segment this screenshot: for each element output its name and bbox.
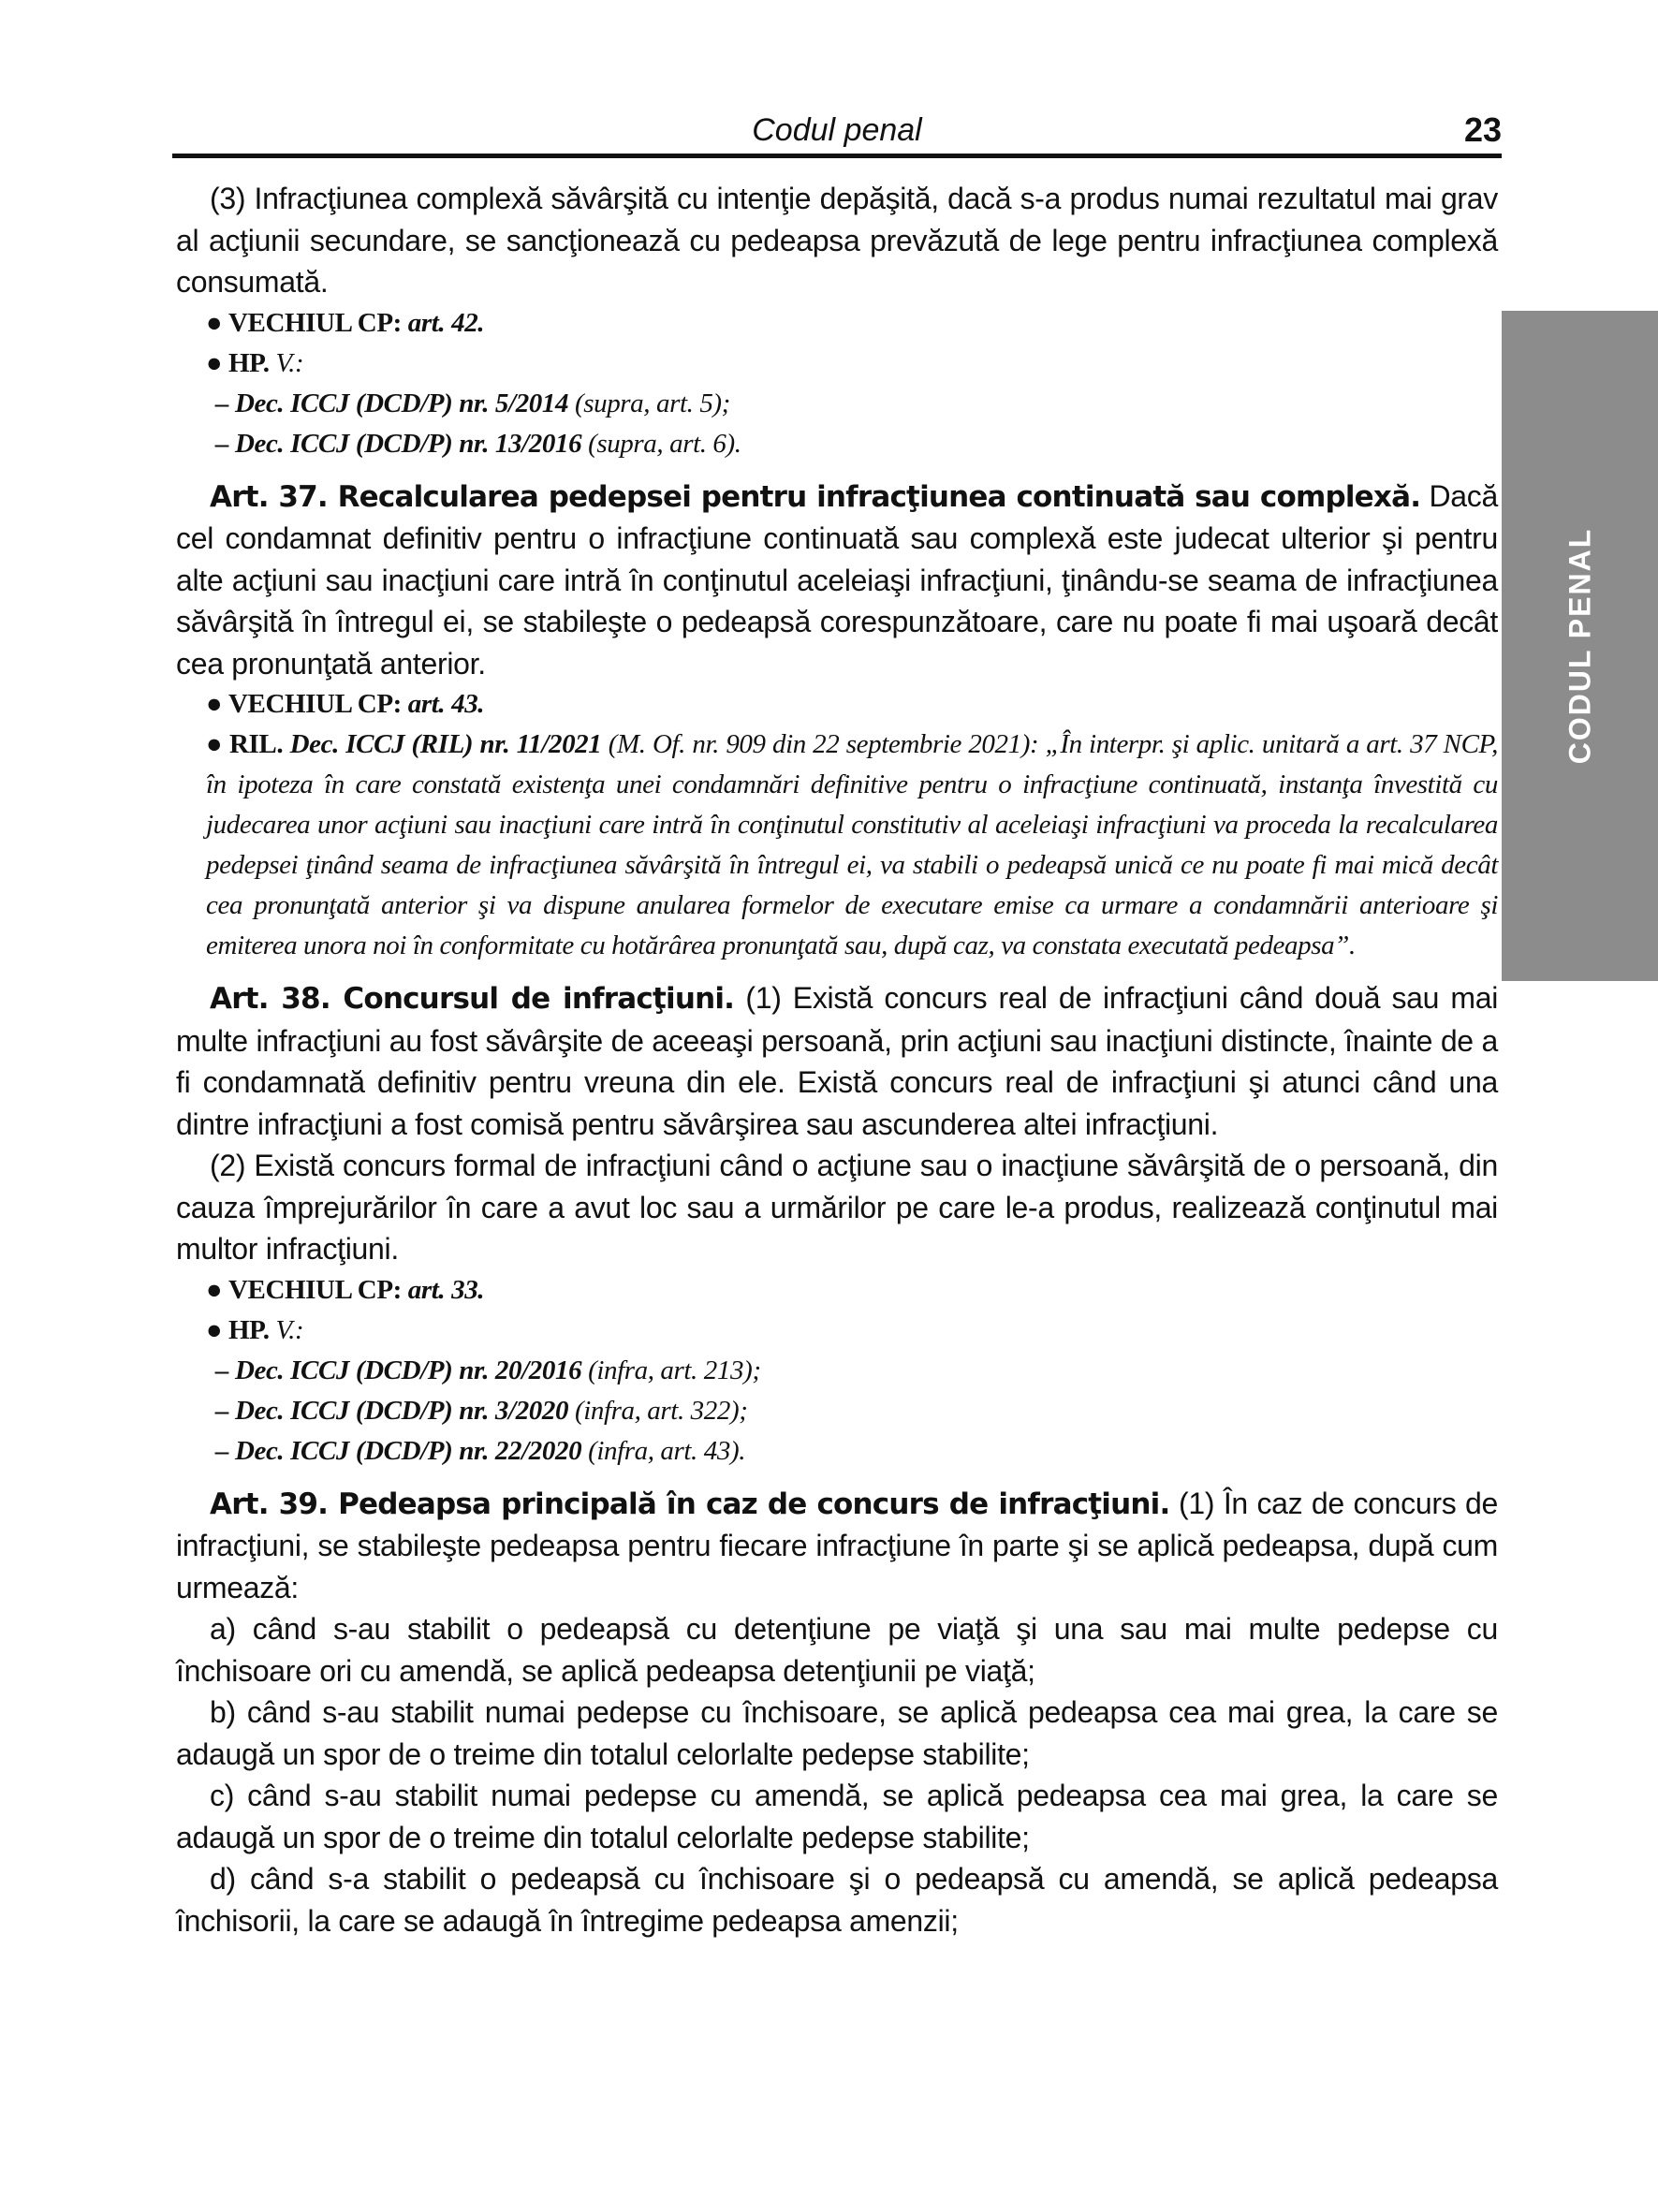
art39-item-c: c) când s-au stabilit numai pedepse cu amendă, se aplică pedeapsa cea mai grea, la care se adaugă un spor de o treime din totalul celorlalte pedepse stabilite; <box>176 1779 1498 1854</box>
decision-reference <box>176 384 1498 424</box>
old-code-reference <box>176 1270 1498 1311</box>
decision-reference <box>176 1391 1498 1431</box>
reference: (infra, art. 43). <box>588 1435 746 1466</box>
reference: (infra, art. 213); <box>588 1355 761 1385</box>
ril-quote: (M. Of. nr. 909 din 22 septembrie 2021): „În interpr. şi aplic. unitară a art. 37 NCP, în ipoteza în care constată existenţa unei condamnări definitive pentru o infracţiune continuată, instanţa învestită cu judecarea unor acţiuni sau inacţiuni care intră în conţinutul constitutiv al aceleiaşi infracţiuni va proceda la recalcularea pedepsei ţinând seama de infracţiunea săvârşită în întregul ei, va stabili o pedeapsă unică ce nu poate fi mai mică decât cea pronunţată anterior şi va dispune anularea formelor de executare emise ca urmare a condamnării anterioare şi emiterea unora noi în conformitate cu hotărârea pronunţată sau, după caz, va constata executată pedeapsa”. <box>206 729 1498 960</box>
art38-paragraph-1 <box>176 977 1498 1145</box>
label: RIL. <box>228 729 284 759</box>
art37-title: Art. 37. Recalcularea pedepsei pentru infracţiunea continuată sau complexă. <box>210 479 1421 514</box>
label: VECHIUL CP: <box>227 689 402 719</box>
art39-item-d: d) când s-a stabilit o pedeapsă cu închisoare şi o pedeapsă cu amendă, se aplică pedeapsa închisorii, la care se adaugă în întregime pedeapsa amenzii; <box>176 1862 1498 1938</box>
page-number: 23 <box>1463 110 1502 149</box>
label: HP. <box>227 1314 270 1345</box>
running-header <box>172 105 1502 158</box>
art38-text: (1) Există concurs real de infracţiuni când două sau mai multe infracţiuni au fost săvârşite de aceeaşi persoană, prin acţiuni sau inacţiuni distincte, înainte de a fi condamnată definitiv pentru vreuna din ele. Există concurs real de infracţiuni şi atunci când una dintre infracţiuni a fost comisă pentru săvârşirea sau ascunderea altei infracţiuni. <box>176 981 1499 1141</box>
bullet-icon: ● <box>206 347 223 378</box>
label: HP. <box>227 347 270 378</box>
reference: (supra, art. 6). <box>588 428 741 459</box>
art38-paragraph-2: (2) Există concurs formal de infracţiuni când o acţiune sau o inacţiune săvârşită de o persoană, din cauza împrejurărilor în care a avut loc sau a urmărilor pe care le-a produs, realizează conţinutul mai multor infracţiuni. <box>176 1149 1498 1266</box>
reference: art. 33. <box>407 1274 485 1305</box>
decision: – Dec. ICCJ (DCD/P) nr. 13/2016 <box>215 428 582 459</box>
decision: – Dec. ICCJ (DCD/P) nr. 5/2014 <box>215 388 569 418</box>
art39-item-b: b) când s-au stabilit numai pedepse cu închisoare, se aplică pedeapsa cea mai grea, la care se adaugă un spor de o treime din totalul celorlalte pedepse stabilite; <box>176 1695 1498 1771</box>
side-tab-label: CODUL PENAL <box>1563 527 1596 765</box>
bullet-icon: ● <box>206 729 223 759</box>
hp-reference <box>176 1311 1498 1351</box>
reference: art. 42. <box>407 307 485 338</box>
header-title: Codul penal <box>752 112 922 148</box>
bullet-icon: ● <box>206 1274 223 1305</box>
art38-title: Art. 38. Concursul de infracţiuni. <box>210 982 735 1016</box>
ril-reference <box>176 725 1498 966</box>
decision: – Dec. ICCJ (DCD/P) nr. 20/2016 <box>215 1355 582 1385</box>
label: VECHIUL CP: <box>227 307 402 338</box>
reference: V.: <box>275 1314 304 1345</box>
bullet-icon: ● <box>206 307 223 338</box>
art39-text: (1) În caz de concurs de infracţiuni, se stabileşte pedeapsa pentru fiecare infracţiune în parte şi se aplică pedeapsa, după cum urmează: <box>176 1486 1498 1604</box>
decision-reference <box>176 1431 1498 1472</box>
decision: Dec. ICCJ (RIL) nr. 11/2021 <box>289 729 602 759</box>
art39-title: Art. 39. Pedeapsa principală în caz de concurs de infracţiuni. <box>210 1487 1170 1521</box>
label: VECHIUL CP: <box>227 1274 402 1305</box>
art39-item-a: a) când s-au stabilit o pedeapsă cu detenţiune pe viaţă şi una sau mai multe pedepse cu închisoare ori cu amendă, se aplică pedeapsa detenţiunii pe viaţă; <box>176 1612 1498 1688</box>
reference: V.: <box>275 347 304 378</box>
bullet-icon: ● <box>206 1314 223 1345</box>
reference: (supra, art. 5); <box>574 388 730 418</box>
art36-paragraph-3: (3) Infracţiunea complexă săvârşită cu intenţie depăşită, dacă s-a produs numai rezultatul mai grav al acţiunii secundare, se sancţionează cu pedeapsa prevăzută de lege pentru infracţiunea complexă consumată. <box>176 182 1498 299</box>
decision-reference <box>176 424 1498 464</box>
reference: (infra, art. 322); <box>574 1395 748 1426</box>
old-code-reference <box>176 684 1498 725</box>
hp-reference <box>176 344 1498 384</box>
side-tab <box>1502 311 1658 981</box>
decision-reference <box>176 1351 1498 1391</box>
old-code-reference <box>176 303 1498 344</box>
art39-paragraph-1 <box>176 1483 1498 1609</box>
bullet-icon: ● <box>206 689 223 719</box>
decision: – Dec. ICCJ (DCD/P) nr. 22/2020 <box>215 1435 582 1466</box>
reference: art. 43. <box>407 689 485 719</box>
page-content <box>176 178 1498 1941</box>
art37 <box>176 476 1498 685</box>
art37-text: Dacă cel condamnat definitiv pentru o infracţiune continuată sau complexă este judecat ulterior şi pentru alte acţiuni sau inacţiuni care intră în conţinutul aceleiaşi infracţiuni, ţinându-se seama de infracţiunea săvârşită în întregul ei, se stabileşte o pedeapsă corespunzătoare, care nu poate fi mai uşoară decât cea pronunţată anterior. <box>176 478 1499 681</box>
decision: – Dec. ICCJ (DCD/P) nr. 3/2020 <box>215 1395 569 1426</box>
